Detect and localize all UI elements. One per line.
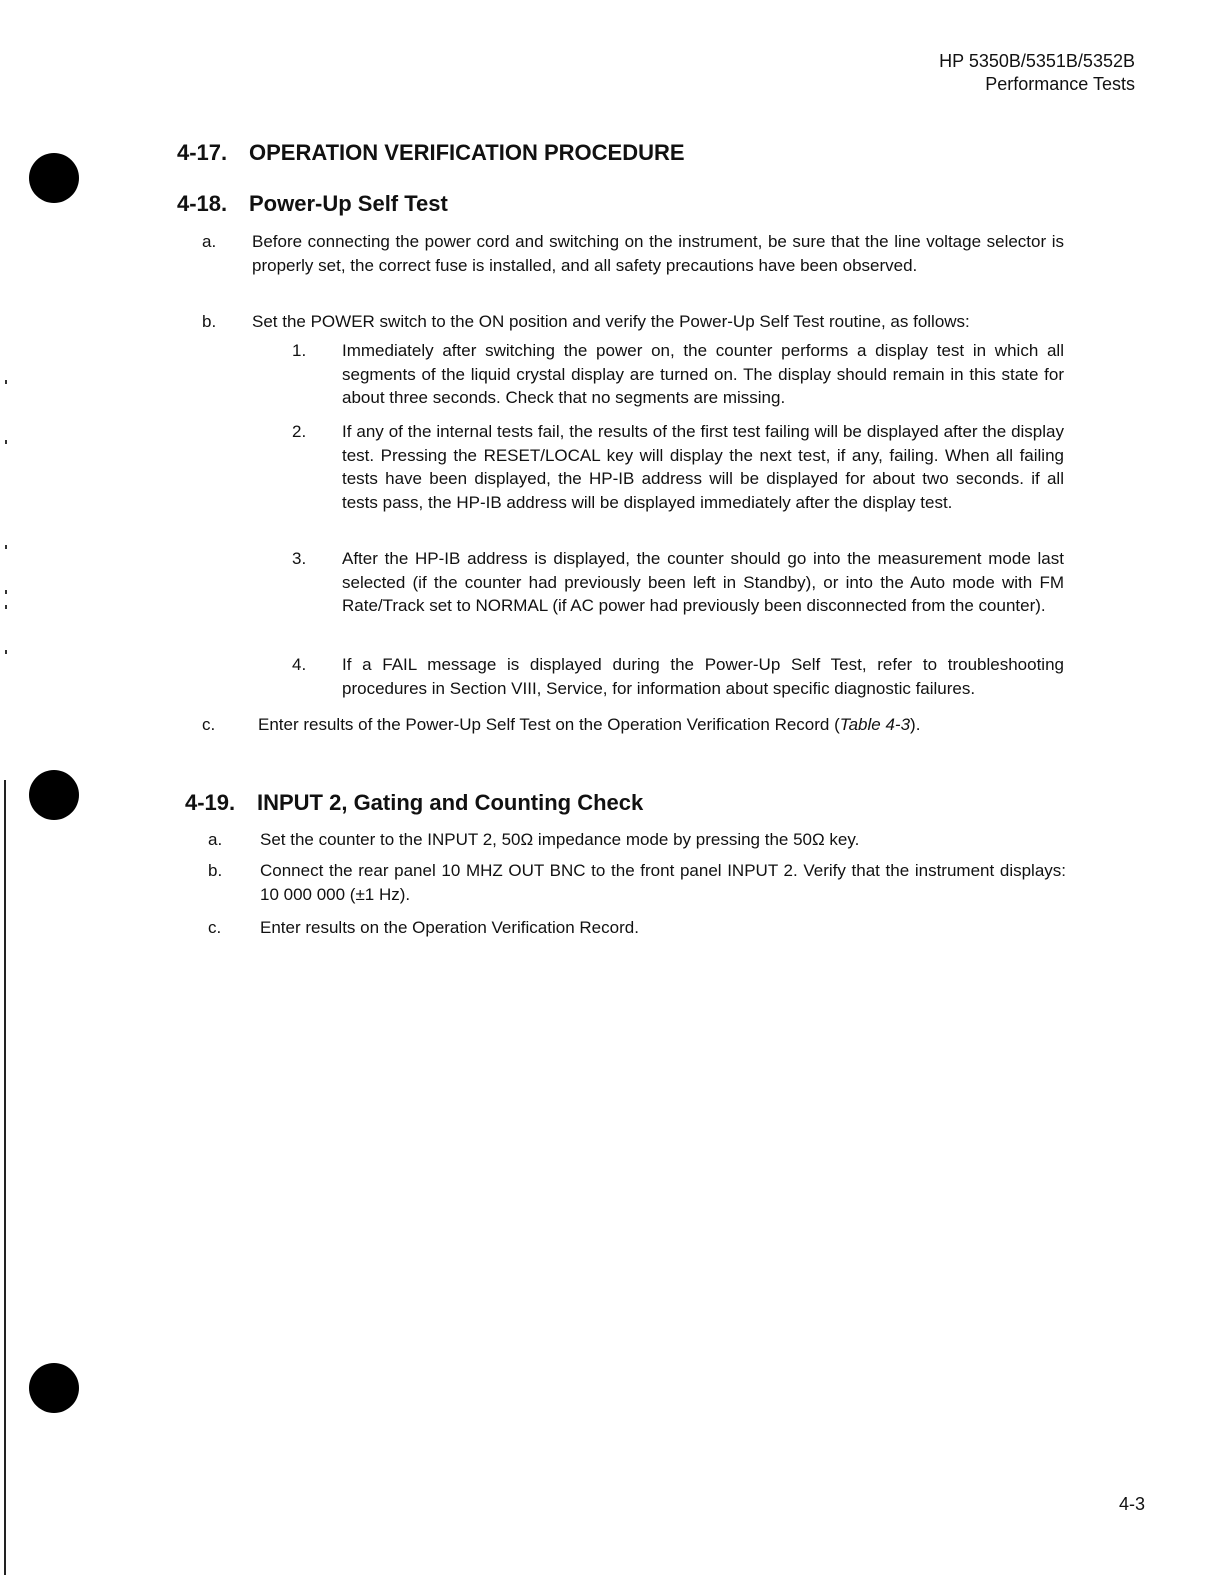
item-label: a. [208,830,223,849]
item-text: Enter results on the Operation Verification Record. [260,918,639,937]
section-title-text: INPUT 2, Gating and Counting Check [257,790,644,815]
step-item-3 [292,547,1064,643]
item-text: Before connecting the power cord and switching on the instrument, be sure that the line voltage selector is properly set, the correct fuse is installed, and all safety precautions have been observed. [252,232,1064,275]
section-title-text: OPERATION VERIFICATION PROCEDURE [249,140,685,165]
step-text: After the HP-IB address is displayed, the counter should go into the measurement mode last selected (if the counter had previously been left in Standby), or into the Auto mode with FM Rate/Track set to NORMAL (if AC power had previously been disconnected from the counter). [342,549,1064,615]
list-item-b [202,310,1064,336]
item-text: Set the counter to the INPUT 2, 50Ω impedance mode by pressing the 50Ω key. [260,830,860,849]
step-text: If any of the internal tests fail, the results of the first test failing will be displayed after the display test. Pressing the RESET/LOCAL key will display the next test, if any, failing. When all failing tests have been displayed, the HP-IB address will be displayed for about two seconds. if all tests pass, the HP-IB address will be displayed immediately after the display test. [342,422,1064,512]
item-label: c. [202,715,216,734]
page-edge-mark [5,545,7,549]
item-text-main: Enter results of the Power-Up Self Test on the Operation Verification Record ( [258,715,840,734]
item-text-end: ). [910,715,921,734]
item-label: b. [208,861,223,880]
item-label: c. [208,918,222,937]
section-line: Performance Tests [985,74,1135,94]
section-number: 4-17. [177,140,228,165]
step-item-4 [292,653,1064,701]
item-text [258,713,1064,737]
section-title-text: Power-Up Self Test [249,191,448,216]
page-edge-mark [5,605,7,609]
item-label: b. [202,312,217,331]
item-text: Connect the rear panel 10 MHZ OUT BNC to the front panel INPUT 2. Verify that the instrument displays: 10 000 000 (±1 Hz). [260,861,1066,904]
step-label: 1. [292,341,307,360]
running-head [939,50,1135,96]
step-item-1 [292,339,1064,411]
section-4-17-title [177,140,685,166]
step-label: 2. [292,422,307,441]
list-item-c [208,916,1066,942]
list-item-a [202,230,1064,300]
binder-hole-bottom [29,1363,79,1413]
page-number: 4-3 [1118,1494,1145,1514]
step-label: 4. [292,655,307,674]
section-number: 4-19. [185,790,236,815]
step-text: If a FAIL message is displayed during the Power-Up Self Test, refer to troubleshooting procedures in Section VIII, Service, for information about specific diagnostic failures. [342,655,1064,698]
page-edge-mark [5,380,7,384]
step-item-2 [292,420,1064,540]
step-text: Immediately after switching the power on, the counter performs a display test in which all segments of the liquid crystal display are turned on. The display should remain in this state for about three seconds. Check that no segments are missing. [342,341,1064,407]
model-line: HP 5350B/5351B/5352B [939,51,1135,71]
page-edge-mark [5,650,7,654]
item-text: Set the POWER switch to the ON position and verify the Power-Up Self Test routine, as follows: [252,312,970,331]
list-item-c [202,713,1064,739]
step-label: 3. [292,549,307,568]
section-number: 4-18. [177,191,228,216]
list-item-a [208,828,1066,854]
section-4-19-title [185,790,643,816]
page-edge-mark [5,440,7,444]
page-edge-line [4,780,6,1575]
item-label: a. [202,232,217,251]
list-item-b [208,859,1066,909]
table-reference: Table 4-3 [839,715,911,734]
page-edge-mark [5,590,7,594]
binder-hole-top [29,153,79,203]
section-4-18-title [177,191,448,217]
binder-hole-middle [29,770,79,820]
